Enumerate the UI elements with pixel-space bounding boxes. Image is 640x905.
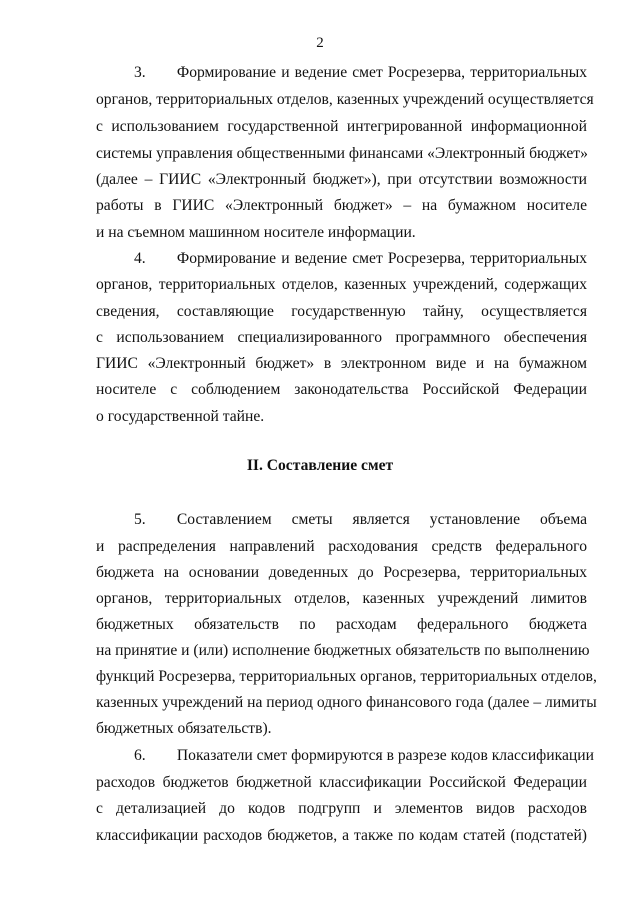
paragraph-3-line-1: 3. Формирование и ведение смет Росрезерва, территориальных [134, 64, 587, 81]
paragraph-3-line-3: с использованием государственной интегрированной информационной [96, 118, 587, 135]
paragraph-4-line-2: органов, территориальных отделов, казенных учреждений, содержащих [96, 276, 587, 293]
paragraph-6-line-3: с детализацией до кодов подгрупп и элементов видов расходов [96, 800, 587, 817]
paragraph-6-line-1: 6. Показатели смет формируются в разрезе кодов классификации [134, 747, 594, 764]
paragraph-4-line-5: ГИИС «Электронный бюджет» в электронном виде и на бумажном [96, 355, 587, 372]
paragraph-5-line-1: 5. Составлением сметы является установление объема [134, 511, 587, 528]
paragraph-3-line-2: органов, территориальных отделов, казенных учреждений осуществляется [96, 91, 594, 108]
paragraph-5-line-4: органов, территориальных отделов, казенных учреждений лимитов [96, 590, 587, 607]
paragraph-5-line-7: функций Росрезерва, территориальных органов, территориальных отделов, [96, 668, 597, 685]
paragraph-5-line-2: и распределения направлений расходования средств федерального [96, 538, 587, 555]
paragraph-4-line-7: о государственной тайне. [96, 408, 265, 425]
paragraph-5-line-9: бюджетных обязательств). [96, 720, 272, 737]
paragraph-3-line-6: работы в ГИИС «Электронный бюджет» – на бумажном носителе [96, 197, 587, 214]
paragraph-3-line-4: системы управления общественными финансами «Электронный бюджет» [96, 145, 588, 162]
paragraph-4-line-6: носителе с соблюдением законодательства Российской Федерации [96, 381, 587, 398]
paragraph-5-line-8: казенных учреждений на период одного финансового года (далее – лимиты [96, 694, 597, 711]
page-number: 2 [316, 35, 324, 51]
paragraph-6-line-4: классификации расходов бюджетов, а также по кодам статей (подстатей) [96, 827, 587, 844]
section-heading: II. Составление смет [246, 457, 394, 474]
paragraph-4-line-1: 4. Формирование и ведение смет Росрезерва, территориальных [134, 250, 587, 267]
paragraph-5-line-5: бюджетных обязательств по расходам федерального бюджета [96, 616, 587, 633]
paragraph-4-line-4: с использованием специализированного программного обеспечения [96, 329, 587, 346]
paragraph-5-line-3: бюджета на основании доведенных до Росрезерва, территориальных [96, 564, 587, 581]
paragraph-4-line-3: сведения, составляющие государственную тайну, осуществляется [96, 303, 587, 320]
paragraph-3-line-7: и на съемном машинном носителе информации. [96, 224, 416, 241]
paragraph-3-line-5: (далее – ГИИС «Электронный бюджет»), при отсутствии возможности [96, 171, 587, 188]
paragraph-5-line-6: на принятие и (или) исполнение бюджетных обязательств по выполнению [96, 642, 590, 659]
paragraph-6-line-2: расходов бюджетов бюджетной классификации Российской Федерации [96, 774, 587, 791]
